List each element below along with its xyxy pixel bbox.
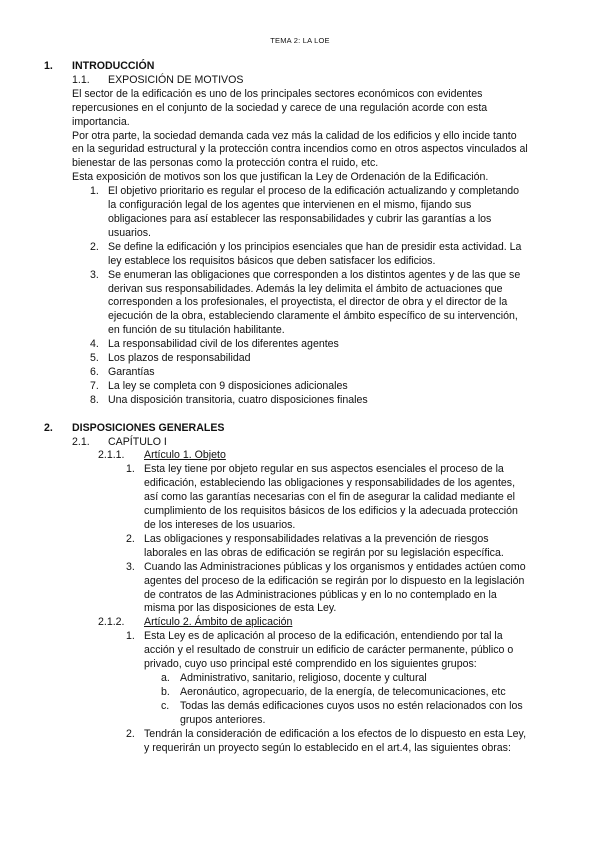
list-item-number: 1. — [90, 185, 99, 198]
list-item-number: 4. — [90, 338, 99, 351]
article-number: 2.1.2. — [98, 616, 125, 629]
section-title: INTRODUCCIÓN — [72, 60, 155, 72]
list-item-number: 7. — [90, 379, 99, 392]
subsection-title: EXPOSICIÓN DE MOTIVOS — [108, 73, 244, 86]
sub-list-item-text: Aeronáutico, agropecuario, de la energía, de telecomunicaciones, etc — [180, 685, 506, 698]
list-item-text: Una disposición transitoria, cuatro disposiciones finales — [108, 393, 368, 406]
article-heading-objeto — [0, 449, 600, 463]
list-item — [0, 394, 530, 408]
subsection-heading-capitulo — [0, 436, 600, 450]
list-item — [0, 352, 530, 366]
paragraph: Esta exposición de motivos son los que justifican la Ley de Ordenación de la Edificación. — [72, 171, 489, 184]
article-heading-ambito — [0, 616, 600, 630]
list-item-text: Los plazos de responsabilidad — [108, 352, 251, 365]
sub-list-item-text: Todas las demás edificaciones cuyos usos no estén relacionados con los grupos anteriores. — [180, 699, 523, 726]
article-title: Artículo 2. Ámbito de aplicación — [144, 616, 293, 629]
list-item — [0, 463, 530, 533]
list-item-text: Esta Ley es de aplicación al proceso de la edificación, entendiendo por tal la acción y el resultado de construir un edificio de carácter permanente, público o privado, cuyo uso principal esté comprendido en los siguientes grupos: — [144, 630, 514, 671]
list-item-text: Esta ley tiene por objeto regular en sus aspectos esenciales el proceso de la edificación, estableciendo las obligaciones y responsabilidades de los agentes, así como las garantías necesarias con el fin de asegurar la calidad mediante el cumplimiento de los requisitos básicos de los edificios y la adecuada protección de los intereses de los usuarios. — [144, 463, 518, 531]
sub-list-item-letter: c. — [161, 699, 170, 712]
list-item-text: La responsabilidad civil de los diferentes agentes — [108, 338, 339, 351]
sub-list-item — [0, 700, 530, 728]
subsection-number: 1.1. — [72, 73, 90, 86]
document-body — [0, 60, 600, 755]
sub-list-item — [0, 686, 530, 700]
sub-list-item — [0, 672, 530, 686]
list-item-text: Se define la edificación y los principios esenciales que han de presidir esta actividad. La ley establece los requisitos básicos que deben satisfacer los edificios. — [108, 240, 522, 267]
section-title: DISPOSICIONES GENERALES — [72, 421, 225, 434]
list-item-number: 2. — [90, 240, 99, 253]
list-item-number: 5. — [90, 352, 99, 365]
article-number: 2.1.1. — [98, 449, 125, 462]
list-item-text: Las obligaciones y responsabilidades relativas a la prevención de riesgos laborales en las obras de edificación se regirán por su legislación específica. — [144, 532, 504, 559]
article-title: Artículo 1. Objeto — [144, 449, 226, 462]
list-item — [0, 185, 530, 241]
section-number: 2. — [44, 421, 53, 434]
list-item-number: 1. — [126, 630, 135, 643]
list-item — [0, 630, 530, 672]
page-header: TEMA 2: LA LOE — [270, 36, 330, 45]
list-item-text: Cuando las Administraciones públicas y los organismos y entidades actúen como agentes del proceso de la edificación se regirán por lo dispuesto en la legislación de contratos de las Administraciones públicas y en lo no contemplado en la misma por las disposiciones de esta Ley. — [144, 560, 526, 615]
article-1-list — [0, 463, 600, 616]
list-item-number: 3. — [126, 560, 135, 573]
list-item — [0, 366, 530, 380]
list-item-number: 1. — [126, 463, 135, 476]
list-item-text: Tendrán la consideración de edificación a los efectos de lo dispuesto en esta Ley, y requerirán un proyecto según lo establecido en el art.4, las siguientes obras: — [144, 727, 527, 754]
list-item — [0, 338, 530, 352]
sub-list-item-letter: b. — [161, 685, 170, 698]
list-item — [0, 241, 530, 269]
list-item-number: 8. — [90, 393, 99, 406]
list-item — [0, 380, 530, 394]
list-item-number: 2. — [126, 727, 135, 740]
subsection-heading-exposicion — [0, 74, 600, 88]
sub-list-item-letter: a. — [161, 671, 170, 684]
list-item — [0, 533, 530, 561]
paragraph: El sector de la edificación es uno de los principales sectores económicos con evidentes repercusiones en el conjunto de la sociedad y carece de una regulación acorde con esta importancia. — [72, 87, 488, 128]
list-item-text: Se enumeran las obligaciones que corresponden a los distintos agentes y de las que se derivan sus responsabilidades. Además la ley delimita el ámbito de actuaciones que corresponden a los profesionales, el proyectista, el director de obra y el director de la ejecución de la obra, estableciendo claramente el ámbito específico de su intervención, en función de su titulación habilitante. — [108, 268, 521, 337]
list-item — [0, 728, 530, 756]
list-item — [0, 561, 530, 617]
sub-list-item-text: Administrativo, sanitario, religioso, docente y cultural — [180, 671, 427, 684]
article-2-list — [0, 630, 600, 755]
section-heading-disposiciones — [0, 422, 600, 436]
section-number: 1. — [44, 60, 53, 72]
list-item-number: 3. — [90, 268, 99, 281]
list-item-text: La ley se completa con 9 disposiciones adicionales — [108, 379, 348, 392]
motives-list — [0, 185, 600, 408]
section-heading-introduccion — [0, 60, 600, 74]
list-item-text: El objetivo prioritario es regular el proceso de la edificación actualizando y completando la configuración legal de los agentes que intervienen en el mismo, fijando sus obligaciones para así establecer las responsabilidades y cubrir las garantías a los usuarios. — [108, 185, 520, 239]
list-item-number: 6. — [90, 365, 99, 378]
list-item-text: Garantías — [108, 365, 155, 378]
subsection-number: 2.1. — [72, 435, 90, 448]
subsection-title: CAPÍTULO I — [108, 435, 167, 448]
list-item — [0, 269, 530, 339]
list-item-number: 2. — [126, 532, 135, 545]
paragraph: Por otra parte, la sociedad demanda cada vez más la calidad de los edificios y ello incide tanto en la seguridad estructural y la protección contra incendios como en otros aspectos vinculados al bienestar de las personas como la protección contra el ruido, etc. — [72, 129, 528, 170]
